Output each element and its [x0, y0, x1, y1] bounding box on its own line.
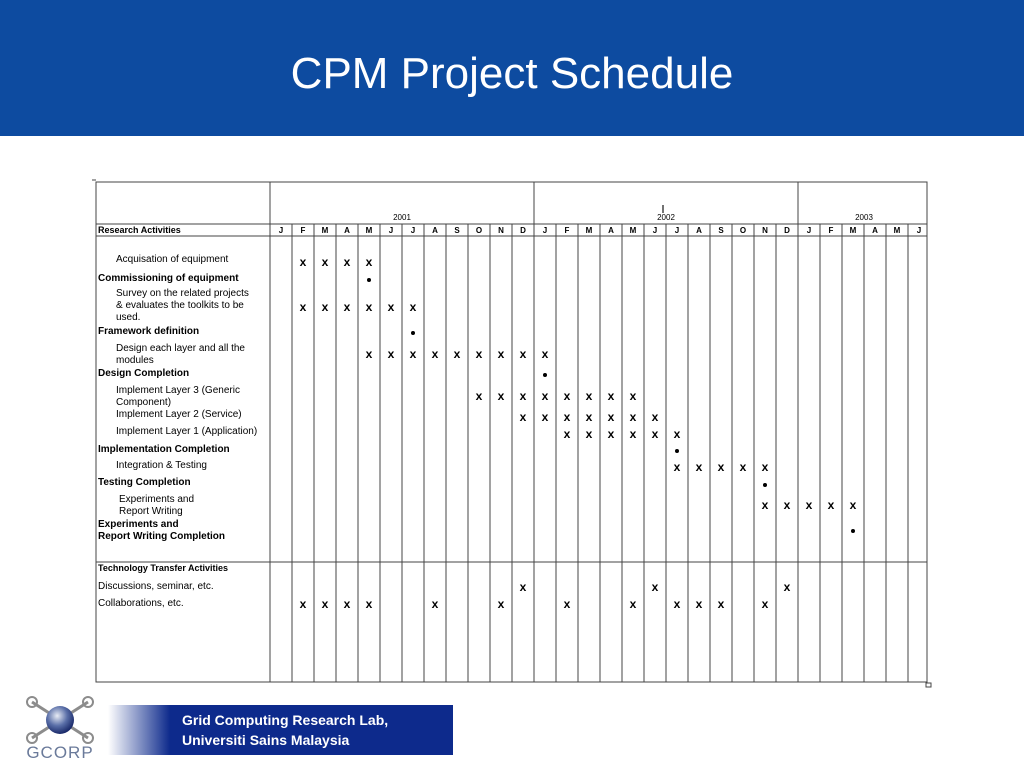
month-label: J [278, 226, 284, 235]
schedule-mark: x [519, 347, 527, 361]
schedule-mark: x [409, 347, 417, 361]
schedule-mark: x [365, 255, 373, 269]
month-label: J [542, 226, 548, 235]
year-label: 2001 [393, 213, 411, 222]
schedule-mark: x [321, 300, 329, 314]
schedule-mark: x [431, 347, 439, 361]
schedule-mark: x [805, 498, 813, 512]
month-label: J [410, 226, 416, 235]
month-label: S [718, 226, 724, 235]
activity-label: Integration & Testing [116, 460, 207, 471]
activity-label: Commissioning of equipment [98, 273, 239, 284]
schedule-mark: x [563, 389, 571, 403]
schedule-mark: x [475, 347, 483, 361]
footer-gradient [108, 705, 170, 755]
schedule-mark: x [365, 300, 373, 314]
schedule-mark: x [541, 389, 549, 403]
schedule-mark: x [519, 410, 527, 424]
schedule-mark: x [387, 347, 395, 361]
month-label: J [806, 226, 812, 235]
activity-label: Design Completion [98, 368, 190, 379]
schedule-mark: x [409, 300, 417, 314]
month-label: A [344, 226, 350, 235]
schedule-mark: x [717, 460, 725, 474]
activity-label: Discussions, seminar, etc. [98, 581, 214, 592]
month-label: F [300, 226, 306, 235]
year-label: 2002 [657, 213, 675, 222]
slide-title: CPM Project Schedule [290, 49, 734, 98]
schedule-mark: x [519, 580, 527, 594]
activity-label: Component) [116, 397, 172, 408]
month-label: M [365, 226, 373, 235]
schedule-mark: x [783, 498, 791, 512]
activity-label: Report Writing [119, 506, 183, 517]
activity-label: Implementation Completion [98, 444, 230, 455]
schedule-mark: x [673, 460, 681, 474]
activity-label: Experiments and [98, 519, 179, 530]
schedule-mark: x [387, 300, 395, 314]
schedule-mark: x [607, 427, 615, 441]
month-label: N [762, 226, 768, 235]
activity-label: Report Writing Completion [98, 531, 226, 542]
month-label: S [454, 226, 460, 235]
milestone-dot [763, 483, 767, 487]
research-activities-header: Research Activities [98, 225, 181, 235]
milestone-dot [367, 278, 371, 282]
schedule-mark: x [695, 460, 703, 474]
logo-text: GCORP [26, 743, 94, 762]
year-label: 2003 [855, 213, 873, 222]
month-label: F [564, 226, 570, 235]
schedule-mark: x [761, 597, 769, 611]
schedule-mark: x [475, 389, 483, 403]
footer-box [170, 705, 453, 755]
activity-label: Experiments and [119, 494, 195, 505]
schedule-mark: x [299, 300, 307, 314]
schedule-mark: x [651, 410, 659, 424]
month-label: J [674, 226, 680, 235]
schedule-mark: x [299, 255, 307, 269]
schedule-mark: x [541, 410, 549, 424]
milestone-dot [675, 449, 679, 453]
schedule-mark: x [497, 597, 505, 611]
schedule-mark: x [629, 427, 637, 441]
schedule-mark: x [519, 389, 527, 403]
schedule-mark: x [695, 597, 703, 611]
month-label: A [608, 226, 614, 235]
schedule-mark: x [673, 427, 681, 441]
month-label: A [432, 226, 438, 235]
schedule-mark: x [497, 389, 505, 403]
month-label: N [498, 226, 504, 235]
month-label: M [629, 226, 637, 235]
schedule-mark: x [761, 460, 769, 474]
month-label: O [475, 226, 483, 235]
schedule-mark: x [541, 347, 549, 361]
technology-transfer-header: Technology Transfer Activities [98, 563, 229, 573]
milestone-dot [411, 331, 415, 335]
month-label: D [520, 226, 526, 235]
schedule-mark: x [365, 597, 373, 611]
schedule-mark: x [761, 498, 769, 512]
month-label: M [849, 226, 857, 235]
activity-label: Acquisation of equipment [116, 254, 229, 265]
schedule-mark: x [343, 597, 351, 611]
schedule-mark: x [343, 300, 351, 314]
schedule-mark: x [563, 427, 571, 441]
schedule-mark: x [563, 410, 571, 424]
corner-mark [926, 683, 931, 687]
schedule-mark: x [607, 389, 615, 403]
footer-lab-name: Grid Computing Research Lab, [182, 712, 389, 728]
month-label: O [739, 226, 747, 235]
activity-label: used. [116, 312, 141, 323]
activity-label: modules [116, 355, 154, 366]
schedule-mark: x [629, 597, 637, 611]
schedule-mark: x [321, 597, 329, 611]
month-label: M [321, 226, 329, 235]
month-label: J [388, 226, 394, 235]
schedule-mark: x [453, 347, 461, 361]
activity-label: Testing Completion [98, 477, 191, 488]
milestone-dot [851, 529, 855, 533]
schedule-mark: x [849, 498, 857, 512]
activity-label: Framework definition [98, 326, 200, 337]
month-label: M [585, 226, 593, 235]
schedule-mark: x [563, 597, 571, 611]
schedule-mark: x [629, 389, 637, 403]
schedule-mark: x [585, 427, 593, 441]
month-label: A [872, 226, 878, 235]
activity-label: Implement Layer 2 (Service) [116, 409, 242, 420]
month-label: J [916, 226, 922, 235]
schedule-mark: x [717, 597, 725, 611]
schedule-mark: x [431, 597, 439, 611]
month-label: J [652, 226, 658, 235]
schedule-mark: x [783, 580, 791, 594]
month-label: D [784, 226, 790, 235]
activity-label: Implement Layer 3 (Generic [116, 385, 240, 396]
activity-label: Design each layer and all the [116, 343, 245, 354]
schedule-mark: x [651, 580, 659, 594]
schedule-mark: x [651, 427, 659, 441]
month-label: A [696, 226, 702, 235]
milestone-dot [543, 373, 547, 377]
month-label: M [893, 226, 901, 235]
schedule-mark: x [343, 255, 351, 269]
globe-icon [27, 697, 93, 743]
schedule-mark: x [365, 347, 373, 361]
footer-university: Universiti Sains Malaysia [182, 732, 350, 748]
activity-label: & evaluates the toolkits to be [116, 300, 244, 311]
schedule-mark: x [585, 389, 593, 403]
schedule-mark: x [299, 597, 307, 611]
activity-label: Implement Layer 1 (Application) [116, 426, 258, 437]
schedule-mark: x [629, 410, 637, 424]
schedule-mark: x [585, 410, 593, 424]
gcorp-logo [14, 694, 106, 762]
schedule-mark: x [673, 597, 681, 611]
schedule-mark: x [607, 410, 615, 424]
schedule-mark: x [739, 460, 747, 474]
activity-label: Collaborations, etc. [98, 598, 184, 609]
schedule-mark: x [497, 347, 505, 361]
schedule-mark: x [321, 255, 329, 269]
schedule-mark: x [827, 498, 835, 512]
activity-label: Survey on the related projects [116, 288, 249, 299]
month-label: F [828, 226, 834, 235]
